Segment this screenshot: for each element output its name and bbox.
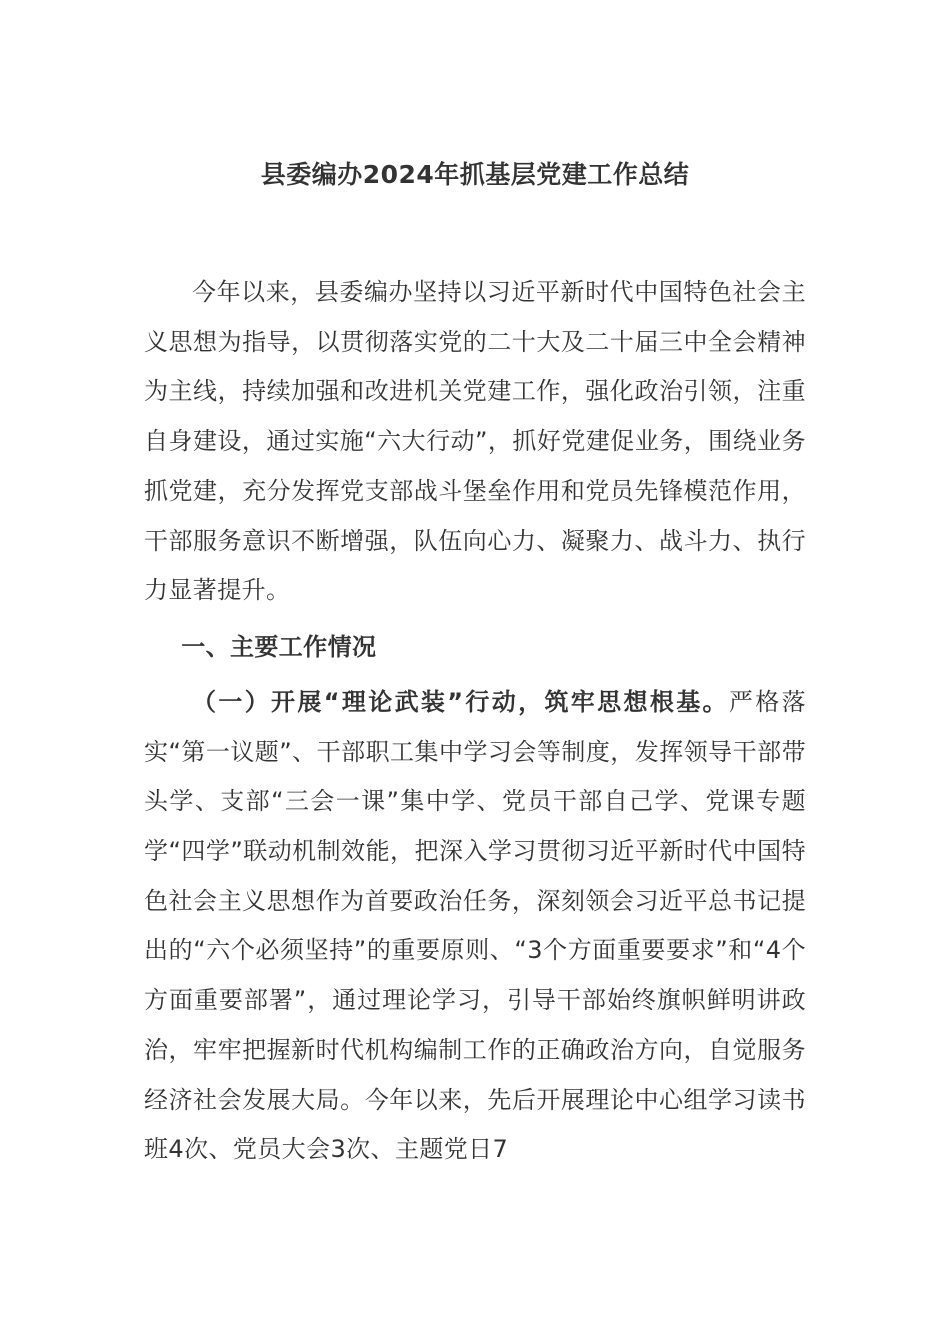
- intro-paragraph: 今年以来，县委编办坚持以习近平新时代中国特色社会主义思想为指导，以贯彻落实党的二十大及二十届三中全会精神为主线，持续加强和改进机关党建工作，强化政治引领，注重自身建设，通过实施“六大行动”，抓好党建促业务，围绕业务抓党建，充分发挥党支部战斗堡垒作用和党员先锋模范作用，干部服务意识不断增强，队伍向心力、凝聚力、战斗力、执行力显著提升。: [144, 278, 806, 605]
- subsection-lead: （一）开展“理论武装”行动，筑牢思想根基。: [192, 687, 729, 716]
- subsection-paragraph: [144, 678, 806, 1175]
- document-body: [144, 150, 806, 1175]
- section-heading: 一、主要工作情况: [181, 632, 377, 661]
- subsection-body: 严格落实“第一议题”、干部职工集中学习会等制度，发挥领导干部带头学、支部“三会一课”集中学、党员干部自己学、党课专题学“四学”联动机制效能，把深入学习贯彻习近平新时代中国特色社会主义思想作为首要政治任务，深刻领会习近平总书记提出的“六个必须坚持”的重要原则、“3个方面重要要求”和“4个方面重要部署”，通过理论学习，引导干部始终旗帜鲜明讲政治，牢牢把握新时代机构编制工作的正确政治方向，自觉服务经济社会发展大局。今年以来，先后开展理论中心组学习读书班4次、党员大会3次、主题党日7: [144, 687, 806, 1164]
- document-title: 县委编办2024年抓基层党建工作总结: [260, 160, 690, 189]
